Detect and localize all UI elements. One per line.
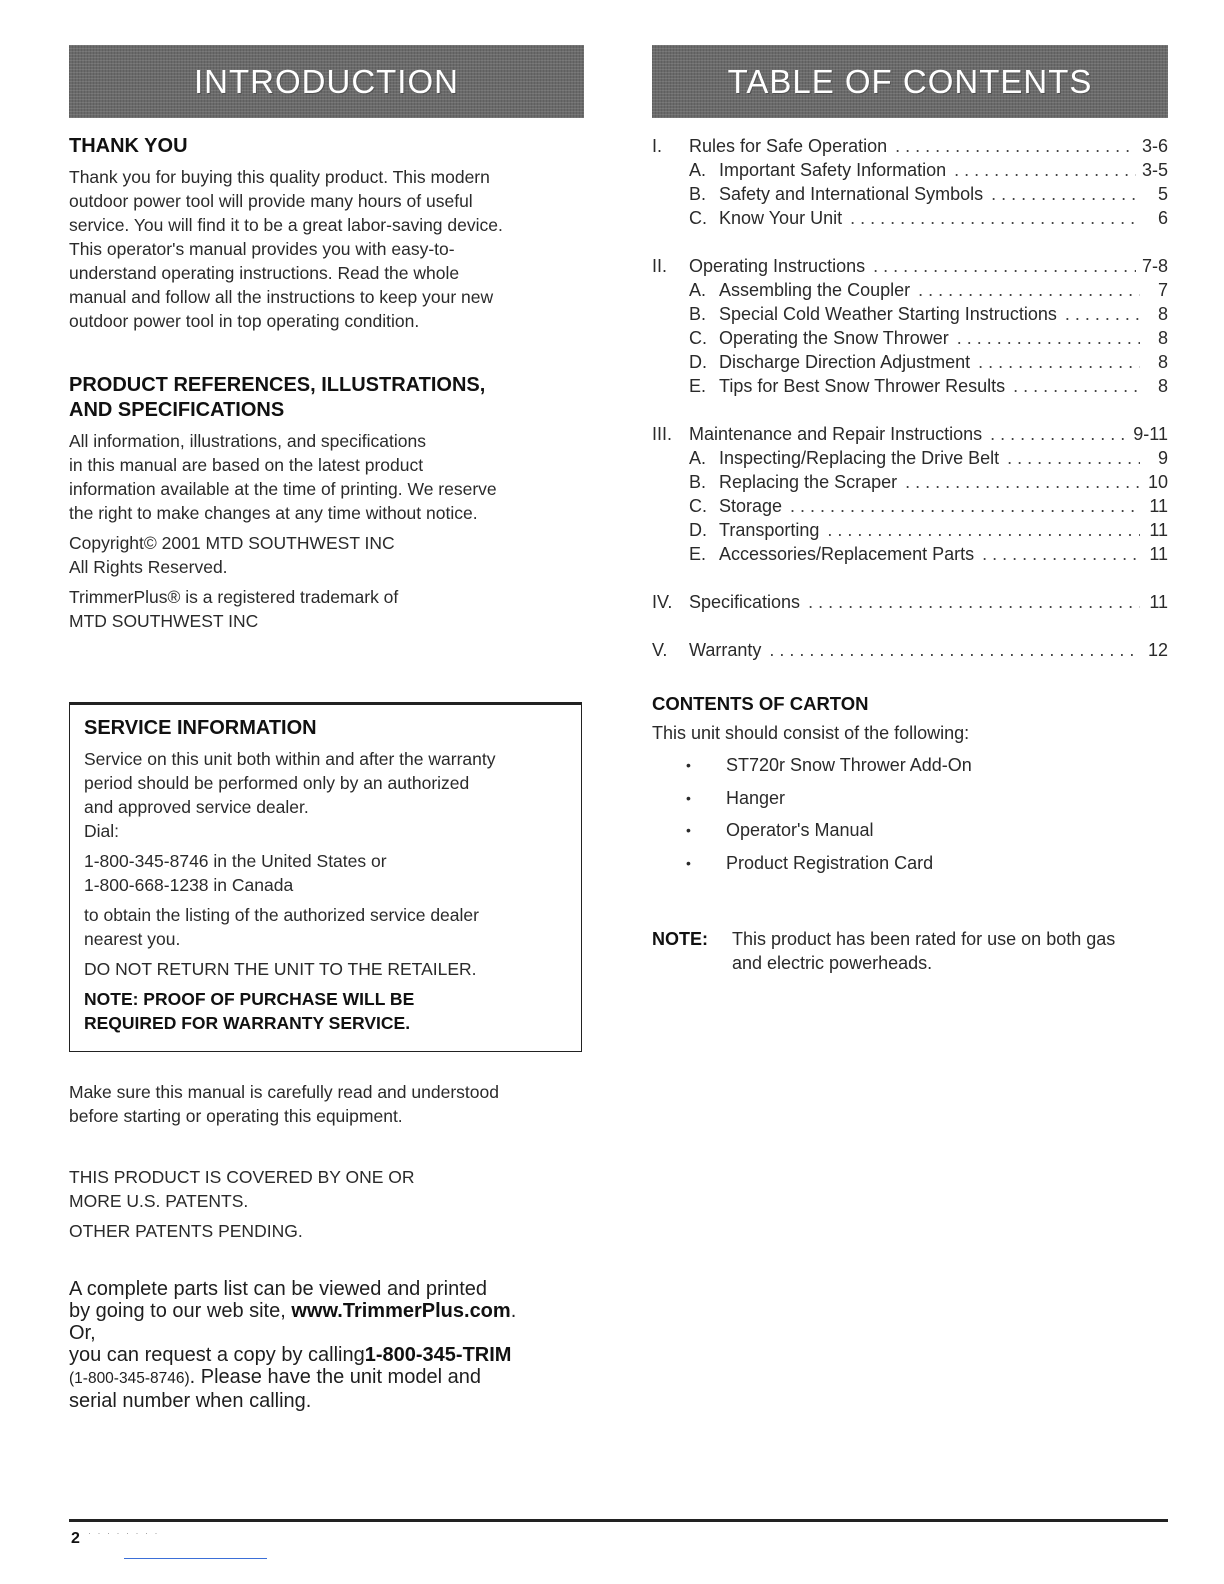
powerhead-note [652, 927, 1168, 975]
text-line: service. You will find it to be a great labor-saving device. [69, 215, 503, 235]
toc-leader [769, 638, 1140, 662]
introduction-banner [69, 45, 584, 118]
toc-item[interactable] [652, 206, 1168, 230]
toc-item[interactable] [652, 278, 1168, 302]
service-obtain-text [84, 903, 565, 951]
text-line: Thank you for buying this quality product. This modern [69, 167, 490, 187]
toc-page: 8 [1157, 352, 1168, 372]
toc-title: Storage [719, 496, 783, 516]
text-line: MTD SOUTHWEST INC [69, 611, 259, 631]
toc-letter: E. [689, 544, 707, 564]
text-line: A complete parts list can be viewed and printed [69, 1278, 488, 1300]
proof-of-purchase-note [84, 987, 565, 1035]
toc-item[interactable] [652, 494, 1168, 518]
toc-section[interactable] [652, 422, 1168, 446]
text-line: the right to make changes at any time without notice. [69, 503, 478, 523]
toc-leader [850, 206, 1140, 230]
page-number-dots: · · · · · · · · [88, 1528, 160, 1538]
toc-letter: C. [689, 208, 707, 228]
toc-letter: B. [689, 472, 707, 492]
toc-title: Special Cold Weather Starting Instructions [719, 304, 1057, 324]
heading-line: PRODUCT REFERENCES, ILLUSTRATIONS, [69, 374, 486, 396]
product-references-section [69, 373, 584, 633]
text-fragment: . Please have the unit model and [189, 1366, 481, 1388]
toc-title: Tips for Best Snow Thrower Results [719, 376, 1006, 396]
toc-leader [957, 326, 1140, 350]
table-of-contents-title: TABLE OF CONTENTS [727, 62, 1093, 100]
toc-letter: A. [689, 280, 707, 300]
toc-item[interactable] [652, 326, 1168, 350]
text-fragment: you can request a copy by calling [69, 1344, 365, 1366]
product-references-heading [69, 373, 584, 423]
toc-section[interactable] [652, 254, 1168, 278]
toc-leader [991, 182, 1140, 206]
text-line: TrimmerPlus® is a registered trademark of [69, 587, 399, 607]
contents-of-carton-section [652, 691, 1168, 879]
toc-letter: D. [689, 352, 707, 372]
toc-title: Warranty [689, 640, 762, 660]
toc-letter: D. [689, 520, 707, 540]
make-sure-text [69, 1080, 584, 1128]
text-line: NOTE: PROOF OF PURCHASE WILL BE [84, 989, 415, 1009]
toc-title: Rules for Safe Operation [689, 136, 888, 156]
heading-line: AND SPECIFICATIONS [69, 399, 285, 421]
footer-rule [69, 1519, 1168, 1522]
text-line: information available at the time of printing. We reserve [69, 479, 497, 499]
toc-leader [1065, 302, 1140, 326]
phone-canada: 1-800-668-1238 in Canada [84, 875, 294, 895]
parts-list-info [69, 1278, 584, 1412]
toc-page: 11 [1149, 520, 1168, 540]
service-phone-numbers [84, 849, 565, 897]
list-item: • Product Registration Card [652, 847, 1168, 880]
text-line: understand operating instructions. Read the whole [69, 263, 460, 283]
toc-item[interactable] [652, 446, 1168, 470]
text-fragment: . [510, 1300, 517, 1322]
text-line: Service on this unit both within and after the warranty [84, 749, 496, 769]
trademark-notice [69, 585, 584, 633]
text-line: MORE U.S. PATENTS. [69, 1191, 249, 1211]
toc-spacer [652, 230, 1168, 254]
toc-page: 8 [1157, 304, 1168, 324]
carton-list [652, 749, 1168, 879]
toc-number: III. [652, 424, 673, 444]
toc-leader [982, 542, 1140, 566]
do-not-return-text: DO NOT RETURN THE UNIT TO THE RETAILER. [84, 959, 477, 979]
trim-phone-number: 1-800-345-TRIM [364, 1344, 512, 1366]
toc-leader [827, 518, 1140, 542]
toc-title: Transporting [719, 520, 820, 540]
toc-number: V. [652, 640, 668, 660]
text-line: in this manual are based on the latest product [69, 455, 424, 475]
toc-leader [990, 422, 1127, 446]
toc-item[interactable] [652, 542, 1168, 566]
toc-page: 12 [1147, 640, 1168, 660]
toc-title: Operating Instructions [689, 256, 866, 276]
website-link[interactable]: www.TrimmerPlus.com [291, 1300, 511, 1322]
toc-page: 9-11 [1133, 424, 1168, 444]
toc-spacer [652, 398, 1168, 422]
toc-number: IV. [652, 592, 673, 612]
thank-you-heading: THANK YOU [69, 135, 188, 157]
table-of-contents [652, 134, 1168, 662]
patent-notice [69, 1165, 584, 1243]
toc-title: Replacing the Scraper [719, 472, 898, 492]
text-line: Make sure this manual is carefully read and understood [69, 1082, 499, 1102]
text-line: All information, illustrations, and specifications [69, 431, 426, 451]
toc-letter: A. [689, 160, 707, 180]
list-item: • ST720r Snow Thrower Add-On [652, 749, 1168, 782]
toc-leader [873, 254, 1136, 278]
toc-page: 6 [1157, 208, 1168, 228]
toc-item[interactable] [652, 182, 1168, 206]
text-line: before starting or operating this equipment. [69, 1106, 403, 1126]
toc-letter: C. [689, 496, 707, 516]
toc-page: 5 [1157, 184, 1168, 204]
toc-leader [895, 134, 1136, 158]
toc-page: 3-5 [1141, 160, 1168, 180]
text-line: period should be performed only by an authorized [84, 773, 470, 793]
text-line: outdoor power tool will provide many hours of useful [69, 191, 473, 211]
text-line: serial number when calling. [69, 1390, 312, 1412]
text-line [69, 1300, 584, 1322]
carton-intro: This unit should consist of the following: [652, 723, 970, 743]
toc-title: Know Your Unit [719, 208, 843, 228]
text-line: to obtain the listing of the authorized service dealer [84, 905, 479, 925]
toc-letter: A. [689, 448, 707, 468]
toc-item[interactable] [652, 158, 1168, 182]
toc-page: 7-8 [1141, 256, 1168, 276]
note-text [732, 927, 1115, 975]
text-line [69, 1344, 584, 1366]
service-text [84, 747, 565, 843]
toc-item[interactable] [652, 302, 1168, 326]
toc-page: 9 [1157, 448, 1168, 468]
toc-page: 8 [1157, 376, 1168, 396]
toc-page: 7 [1157, 280, 1168, 300]
toc-number: I. [652, 136, 663, 156]
toc-title: Maintenance and Repair Instructions [689, 424, 983, 444]
text-line: REQUIRED FOR WARRANTY SERVICE. [84, 1013, 411, 1033]
text-line: and electric powerheads. [732, 953, 933, 973]
toc-letter: E. [689, 376, 707, 396]
service-information-heading: SERVICE INFORMATION [84, 717, 317, 739]
contents-of-carton-heading: CONTENTS OF CARTON [652, 693, 869, 714]
toc-page: 8 [1157, 328, 1168, 348]
numeric-phone: (1-800-345-8746) [69, 1370, 190, 1387]
text-line: Copyright© 2001 MTD SOUTHWEST INC [69, 533, 395, 553]
table-of-contents-banner [652, 45, 1168, 118]
service-information-box [69, 702, 582, 1052]
toc-leader [918, 278, 1140, 302]
toc-letter: B. [689, 304, 707, 324]
toc-letter: B. [689, 184, 707, 204]
text-line [69, 1366, 584, 1390]
toc-section[interactable] [652, 134, 1168, 158]
introduction-title: INTRODUCTION [194, 62, 459, 100]
text-line: manual and follow all the instructions to keep your new [69, 287, 494, 307]
toc-page: 11 [1149, 544, 1168, 564]
toc-leader [978, 350, 1140, 374]
toc-title: Accessories/Replacement Parts [719, 544, 975, 564]
page-number: 2 [71, 1530, 80, 1547]
toc-number: II. [652, 256, 668, 276]
toc-spacer [652, 566, 1168, 590]
toc-item[interactable] [652, 470, 1168, 494]
toc-spacer [652, 614, 1168, 638]
toc-title: Discharge Direction Adjustment [719, 352, 971, 372]
toc-leader [808, 590, 1140, 614]
list-item: • Hanger [652, 782, 1168, 815]
thank-you-text [69, 165, 584, 333]
toc-item[interactable] [652, 518, 1168, 542]
phone-us: 1-800-345-8746 in the United States or [84, 851, 387, 871]
toc-leader [790, 494, 1140, 518]
text-line: Or, [69, 1322, 96, 1344]
text-line: Dial: [84, 821, 120, 841]
blue-underline [124, 1558, 267, 1559]
toc-title: Operating the Snow Thrower [719, 328, 949, 348]
toc-leader [1007, 446, 1140, 470]
toc-page: 11 [1149, 592, 1168, 612]
toc-title: Important Safety Information [719, 160, 947, 180]
text-line: nearest you. [84, 929, 181, 949]
toc-letter: C. [689, 328, 707, 348]
note-label: NOTE: [652, 929, 708, 949]
toc-title: Safety and International Symbols [719, 184, 984, 204]
toc-leader [954, 158, 1136, 182]
toc-section[interactable] [652, 590, 1168, 614]
text-line: outdoor power tool in top operating condition. [69, 311, 420, 331]
text-line: This product has been rated for use on both gas [732, 929, 1116, 949]
patents-pending: OTHER PATENTS PENDING. [69, 1221, 303, 1241]
copyright-notice [69, 531, 584, 579]
toc-title: Inspecting/Replacing the Drive Belt [719, 448, 1000, 468]
toc-page: 3-6 [1141, 136, 1168, 156]
product-references-text [69, 429, 584, 525]
toc-title: Assembling the Coupler [719, 280, 911, 300]
toc-leader [1013, 374, 1140, 398]
toc-title: Specifications [689, 592, 801, 612]
toc-leader [905, 470, 1140, 494]
text-line: THIS PRODUCT IS COVERED BY ONE OR [69, 1167, 415, 1187]
text-fragment: by going to our web site, [69, 1300, 292, 1322]
list-item: • Operator's Manual [652, 814, 1168, 847]
toc-item[interactable] [652, 374, 1168, 398]
toc-section[interactable] [652, 638, 1168, 662]
toc-page: 11 [1149, 496, 1168, 516]
text-line: This operator's manual provides you with easy-to- [69, 239, 455, 259]
toc-item[interactable] [652, 350, 1168, 374]
toc-page: 10 [1147, 472, 1168, 492]
text-line: and approved service dealer. [84, 797, 309, 817]
thank-you-section [69, 134, 584, 333]
text-line: All Rights Reserved. [69, 557, 228, 577]
